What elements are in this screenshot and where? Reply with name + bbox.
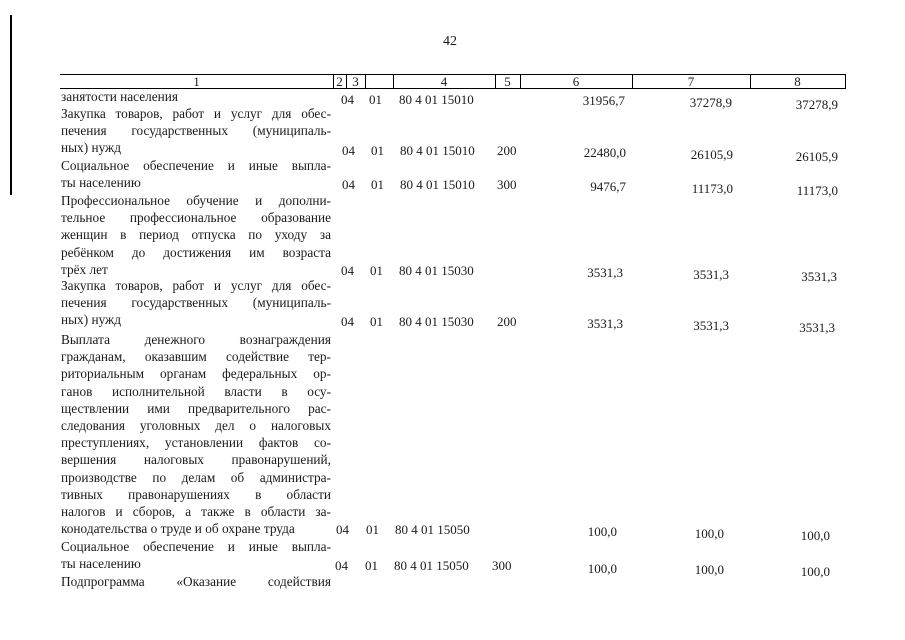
cell-subsection: 01 [365,558,378,573]
scan-margin-line [10,15,12,195]
table-row-desc: Социальное обеспечение и иные выпла- ты населению [61,539,331,572]
cell-value-col6: 31956,7 [582,93,625,108]
cell-value-col7: 100,0 [694,562,724,577]
cell-value-col6: 100,0 [587,561,617,576]
cell-target-article: 80 4 01 15010 [400,143,475,158]
cell-subsection: 01 [370,314,383,329]
cell-subsection: 01 [370,263,383,278]
table-row-desc: занятости населения [61,89,179,104]
table-row-desc: Закупка товаров, работ и услуг для обес- печения государственных (муниципаль- ных) нужд [61,106,331,156]
cell-value-col6: 9476,7 [590,179,626,194]
cell-value-col7: 3531,3 [693,267,729,282]
cell-section: 04 [342,143,355,158]
cell-value-col6: 3531,3 [587,316,623,331]
cell-section: 04 [341,92,354,107]
cell-subsection: 01 [366,522,379,537]
table-header [60,74,846,89]
cell-section: 04 [342,177,355,192]
cell-subsection: 01 [369,92,382,107]
header-col-8: 8 [794,74,801,89]
cell-expense-type: 200 [497,314,517,329]
cell-value-col6: 100,0 [587,524,617,539]
header-col-1: 1 [193,74,200,89]
cell-target-article: 80 4 01 15010 [399,92,474,107]
table-row-desc: Подпрограмма «Оказание содействия [61,574,331,589]
cell-value-col6: 22480,0 [583,145,626,160]
cell-expense-type: 200 [497,143,517,158]
cell-value-col8: 100,0 [800,564,830,579]
table-row-desc: Профессиональное обучение и дополни- тельное профессиональное образование женщин в период отпуска по уходу за ребёнком до достижения им возраста трёх лет [61,193,331,277]
header-col-4: 4 [440,74,448,89]
cell-target-article: 80 4 01 15010 [400,177,475,192]
table-row-desc: Социальное обеспечение и иные выпла- ты населению [61,158,331,191]
header-col-3: 3 [352,74,359,89]
cell-value-col7: 3531,3 [693,318,729,333]
cell-value-col6: 3531,3 [587,265,623,280]
cell-value-col8: 11173,0 [796,183,838,198]
header-col-6: 6 [572,74,580,89]
cell-section: 04 [341,314,354,329]
cell-target-article: 80 4 01 15030 [399,314,474,329]
header-col-2: 2 [336,74,343,89]
table-row-desc: Выплата денежного вознаграждения гражданам, оказавшим содействие тер- риториальным органам федеральных ор- ганов исполнительной власти в осу- ществлении ими предварительного рас- следования уголовных дел о налоговых преступлениях, установлении фактов со- вершения налоговых правонарушений, производстве по делам об администра- тивных правонарушениях в области налогов и сборов, а также в области за- конодательства о труде и об охране труда [61,332,331,537]
page-number: 42 [443,34,457,49]
cell-value-col7: 37278,9 [689,95,732,110]
cell-section: 04 [335,558,348,573]
cell-target-article: 80 4 01 15030 [399,263,474,278]
cell-expense-type: 300 [497,177,517,192]
cell-subsection: 01 [371,177,384,192]
cell-expense-type: 300 [492,558,512,573]
cell-value-col8: 26105,9 [795,149,838,164]
header-col-5: 5 [504,74,511,89]
cell-value-col7: 11173,0 [691,181,733,196]
cell-value-col8: 3531,3 [801,269,837,284]
cell-value-col7: 100,0 [694,526,724,541]
cell-value-col8: 100,0 [800,528,830,543]
header-col-7: 7 [687,74,695,89]
cell-subsection: 01 [371,143,384,158]
cell-section: 04 [336,522,349,537]
cell-section: 04 [341,263,354,278]
table-row-desc: Закупка товаров, работ и услуг для обес- печения государственных (муниципаль- ных) нужд [61,278,331,328]
cell-value-col8: 3531,3 [799,320,835,335]
cell-value-col8: 37278,9 [795,97,838,112]
cell-target-article: 80 4 01 15050 [395,522,470,537]
cell-target-article: 80 4 01 15050 [394,558,469,573]
cell-value-col7: 26105,9 [690,147,733,162]
